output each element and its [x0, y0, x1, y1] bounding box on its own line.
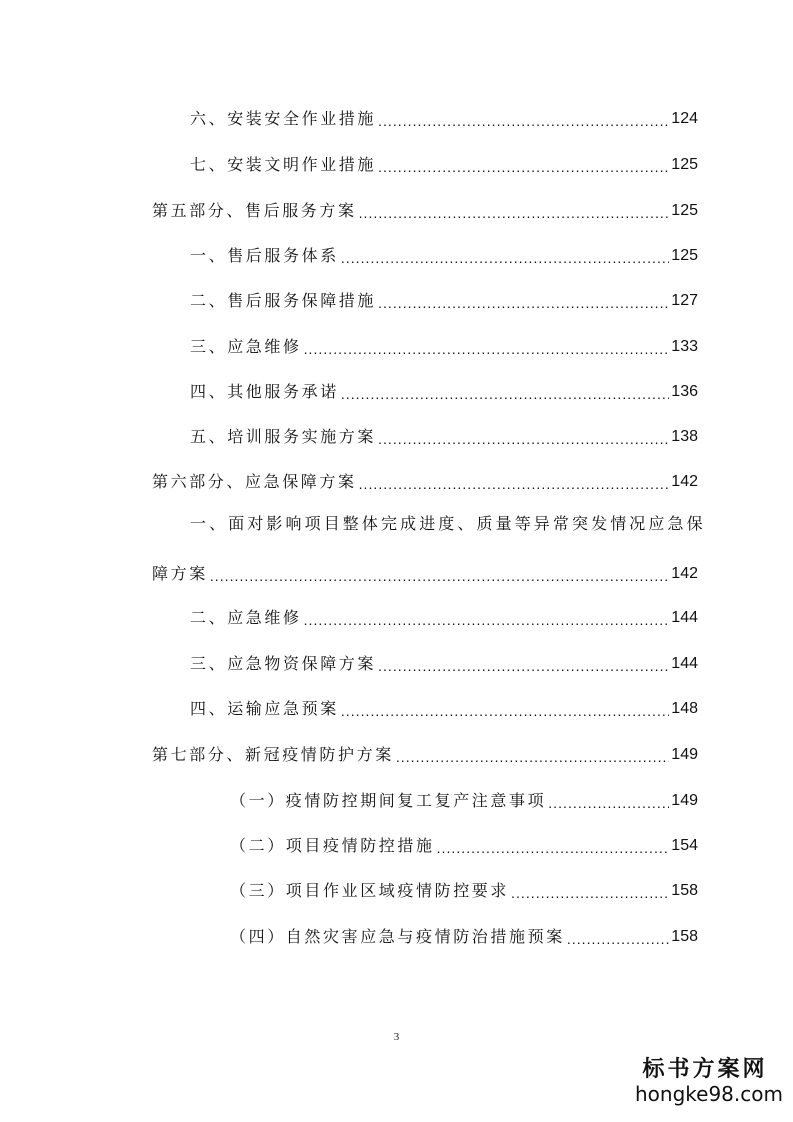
- toc-entry-label: 第五部分、售后服务方案: [152, 201, 357, 220]
- toc-dot-leader: [567, 926, 669, 948]
- toc-entry-label: 七、安装文明作业措施: [190, 155, 377, 174]
- toc-entry-label: 二、售后服务保障措施: [190, 291, 377, 310]
- toc-entry-page: 142: [671, 565, 698, 582]
- toc-dot-leader: [378, 108, 669, 130]
- toc-entry[interactable]: [230, 922, 698, 948]
- toc-dot-leader: [210, 563, 669, 585]
- toc-entry-page: 142: [671, 473, 698, 490]
- toc-entry[interactable]: [152, 559, 698, 585]
- toc-dot-leader: [304, 607, 670, 629]
- toc-entry-label: 第六部分、应急保障方案: [152, 472, 357, 491]
- toc-dot-leader: [341, 381, 669, 403]
- toc-entry[interactable]: [190, 150, 698, 176]
- toc-dot-leader: [378, 653, 669, 675]
- toc-entry-label: （三）项目作业区域疫情防控要求: [230, 881, 510, 900]
- toc-dot-leader: [341, 245, 669, 267]
- site-watermark: [635, 1056, 783, 1112]
- toc-dot-leader: [548, 790, 669, 812]
- toc-entry-page: 138: [671, 428, 698, 445]
- page-number: 3: [393, 1031, 400, 1043]
- toc-dot-leader: [359, 471, 670, 493]
- toc-entry-page: 125: [671, 202, 698, 219]
- toc-entry[interactable]: [230, 786, 698, 812]
- toc-dot-leader: [304, 336, 670, 358]
- toc-entry-label: 四、运输应急预案: [190, 699, 339, 718]
- toc-dot-leader: [359, 200, 670, 222]
- toc-entry[interactable]: [190, 377, 698, 403]
- toc-entry[interactable]: [190, 649, 698, 675]
- watermark-url-text: hongke98.com: [635, 1082, 783, 1106]
- toc-entry[interactable]: [230, 876, 698, 902]
- toc-entry-label: 三、应急物资保障方案: [190, 654, 377, 673]
- toc-entry-label: 六、安装安全作业措施: [190, 109, 377, 128]
- toc-entry-page: 154: [671, 837, 698, 854]
- toc-entry[interactable]: [190, 332, 698, 358]
- toc-entry-label: （二）项目疫情防控措施: [230, 836, 435, 855]
- toc-dot-leader: [378, 426, 669, 448]
- toc-entry-wrapped-line[interactable]: 一、面对影响项目整体完成进度、质量等异常突发情况应急保: [190, 514, 706, 533]
- toc-entry[interactable]: [152, 740, 698, 766]
- toc-entry[interactable]: [152, 196, 698, 222]
- toc-entry-page: 124: [671, 110, 698, 127]
- toc-entry-label: 第七部分、新冠疫情防护方案: [152, 745, 394, 764]
- toc-dot-leader: [396, 744, 669, 766]
- toc-entry-page: 125: [671, 156, 698, 173]
- toc-entry-page: 158: [671, 882, 698, 899]
- toc-entry-page: 148: [671, 700, 698, 717]
- toc-entry-page: 125: [671, 247, 698, 264]
- toc-dot-leader: [378, 290, 669, 312]
- toc-entry-page: 149: [671, 746, 698, 763]
- toc-entry-label: 三、应急维修: [190, 337, 302, 356]
- toc-entry[interactable]: [190, 241, 698, 267]
- toc-dot-leader: [378, 154, 669, 176]
- toc-entry-label: 二、应急维修: [190, 608, 302, 627]
- toc-entry[interactable]: [230, 831, 698, 857]
- toc-entry[interactable]: [190, 422, 698, 448]
- toc-entry-page: 144: [671, 609, 698, 626]
- toc-entry-label: 障方案: [152, 564, 208, 583]
- toc-entry[interactable]: [190, 694, 698, 720]
- toc-entry-label: 四、其他服务承诺: [190, 382, 339, 401]
- toc-entry[interactable]: [190, 104, 698, 130]
- toc-entry-page: 158: [671, 928, 698, 945]
- toc-entry-page: 127: [671, 292, 698, 309]
- toc-entry-page: 136: [671, 383, 698, 400]
- toc-entry-page: 149: [671, 792, 698, 809]
- watermark-chinese-text: 标书方案网: [642, 1056, 768, 1082]
- toc-entry[interactable]: [190, 603, 698, 629]
- toc-entry[interactable]: [152, 467, 698, 493]
- toc-entry-label: 一、售后服务体系: [190, 246, 339, 265]
- toc-entry-label: （四）自然灾害应急与疫情防治措施预案: [230, 927, 565, 946]
- toc-dot-leader: [511, 880, 669, 902]
- toc-entry[interactable]: [190, 286, 698, 312]
- toc-dot-leader: [341, 698, 669, 720]
- toc-dot-leader: [437, 835, 670, 857]
- toc-entry-label: （一）疫情防控期间复工复产注意事项: [230, 791, 547, 810]
- toc-entry-page: 144: [671, 655, 698, 672]
- toc-entry-label: 五、培训服务实施方案: [190, 427, 377, 446]
- toc-entry-page: 133: [671, 338, 698, 355]
